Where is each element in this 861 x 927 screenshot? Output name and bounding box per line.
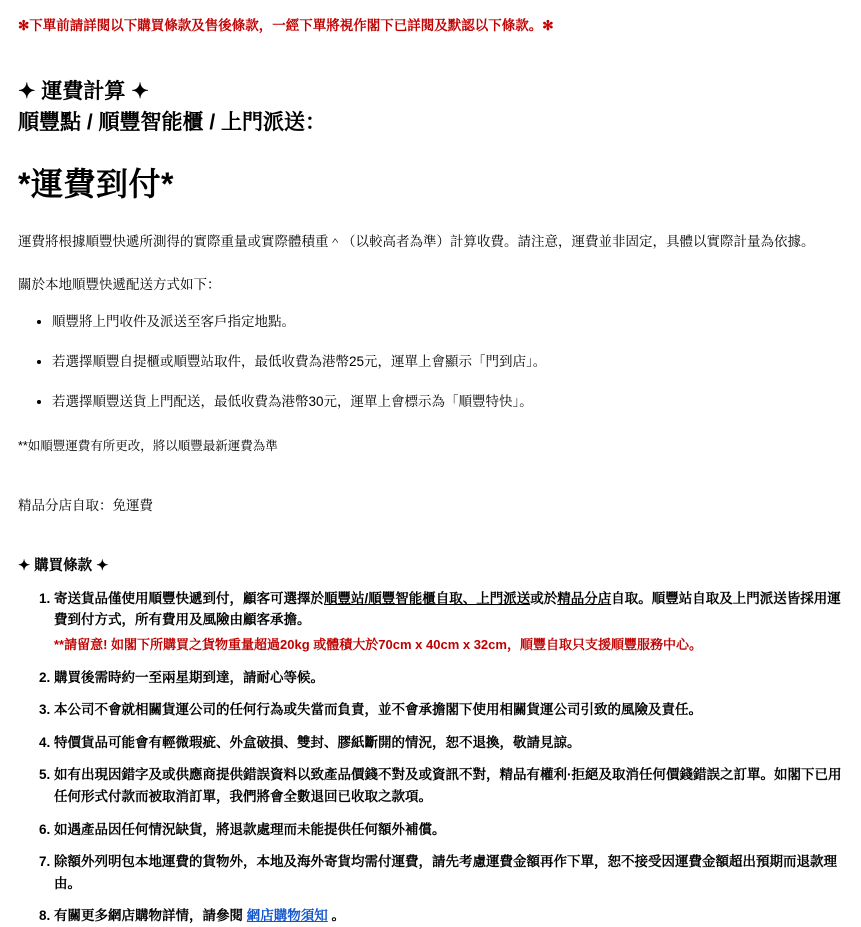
purchase-terms-list	[18, 588, 843, 927]
local-delivery-intro: 關於本地順豐快遞配送方式如下：	[18, 277, 221, 293]
list-item: 4. 特價貨品可能會有輕微瑕疵、外盒破損、雙封、膠紙斷開的情況，恕不退換，敬請見諒。	[54, 732, 843, 754]
list-item	[54, 905, 843, 927]
list-item: • 若選擇順豐送貨上門配送，最低收費為港幣30元，運單上會標示為「順豐特快」。	[52, 391, 843, 414]
top-notice: ✻下單前請詳閱以下購買條款及售後條款，一經下單將視作閣下已詳閱及默認以下條款。✻	[18, 18, 554, 33]
shop-guide-link[interactable]: 網店購物須知	[246, 908, 328, 924]
shipping-methods-heading: 順豐點 / 順豐智能櫃 / 上門派送：	[18, 110, 327, 134]
term-text-8-after: 。	[327, 908, 346, 924]
term-text-8-before: 有關更多網店購物詳情，請參閱	[54, 908, 247, 924]
list-item: 7. 除額外列明包本地運費的貨物外，本地及海外寄貨均需付運費，請先考慮運費金額再作下單，恕不接受因運費金額超出預期而退款理由。	[54, 851, 843, 894]
list-item: 6. 如遇產品因任何情況缺貨，將退款處理而未能提供任何額外補償。	[54, 819, 843, 841]
size-warning-note: **請留意! 如閣下所購買之貨物重量超過20kg 或體積大於70cm x 40cm x 32cm，順豐自取只支援順豐服務中心。	[54, 636, 702, 652]
list-item: • 若選擇順豐自提櫃或順豐站取件，最低收費為港幣25元，運單上會顯示「門到店」。	[52, 351, 843, 374]
branch-pickup-note: 精品分店自取：免運費	[18, 498, 153, 513]
shipping-intro-text: 運費將根據順豐快遞所測得的實際重量或實際體積重＾（以較高者為準）計算收費。請注意，運費並非固定，具體以實際計量為依據。	[18, 233, 815, 249]
freight-collect-label: *運費到付*	[18, 166, 174, 203]
list-item: 5. 如有出現因錯字及或供應商提供錯誤資料以致產品價錢不對及或資訊不對，精品有權利·拒絕及取消任何價錢錯誤之訂單。如閣下已用任何形式付款而被取消訂單，我們將會全數退回已收取之款項。	[54, 764, 843, 807]
list-item	[54, 588, 843, 656]
list-item: 3. 本公司不會就相關貨運公司的任何行為或失當而負責，並不會承擔閣下使用相關貨運公司引致的風險及責任。	[54, 699, 843, 721]
spacer	[18, 36, 843, 78]
list-item: 2. 購買後需時約一至兩星期到達，請耐心等候。	[54, 667, 843, 689]
shipping-fee-heading: ✦ 運費計算 ✦	[18, 80, 149, 104]
shipping-bullet-list	[18, 311, 843, 414]
shipping-change-note: **如順豐運費有所更改，將以順豐最新運費為準	[18, 438, 278, 453]
list-item: • 順豐將上門收件及派送至客戶指定地點。	[52, 311, 843, 334]
term-text-1: 寄送貨品僅使用順豐快遞到付，顧客可選擇於順豐站/順豐智能櫃自取、上門派送或於精品分店自取。順豐站自取及上門派送皆採用運費到付方式，所有費用及風險由顧客承擔。	[54, 590, 841, 628]
purchase-terms-heading: ✦ 購買條款 ✦	[18, 557, 109, 574]
